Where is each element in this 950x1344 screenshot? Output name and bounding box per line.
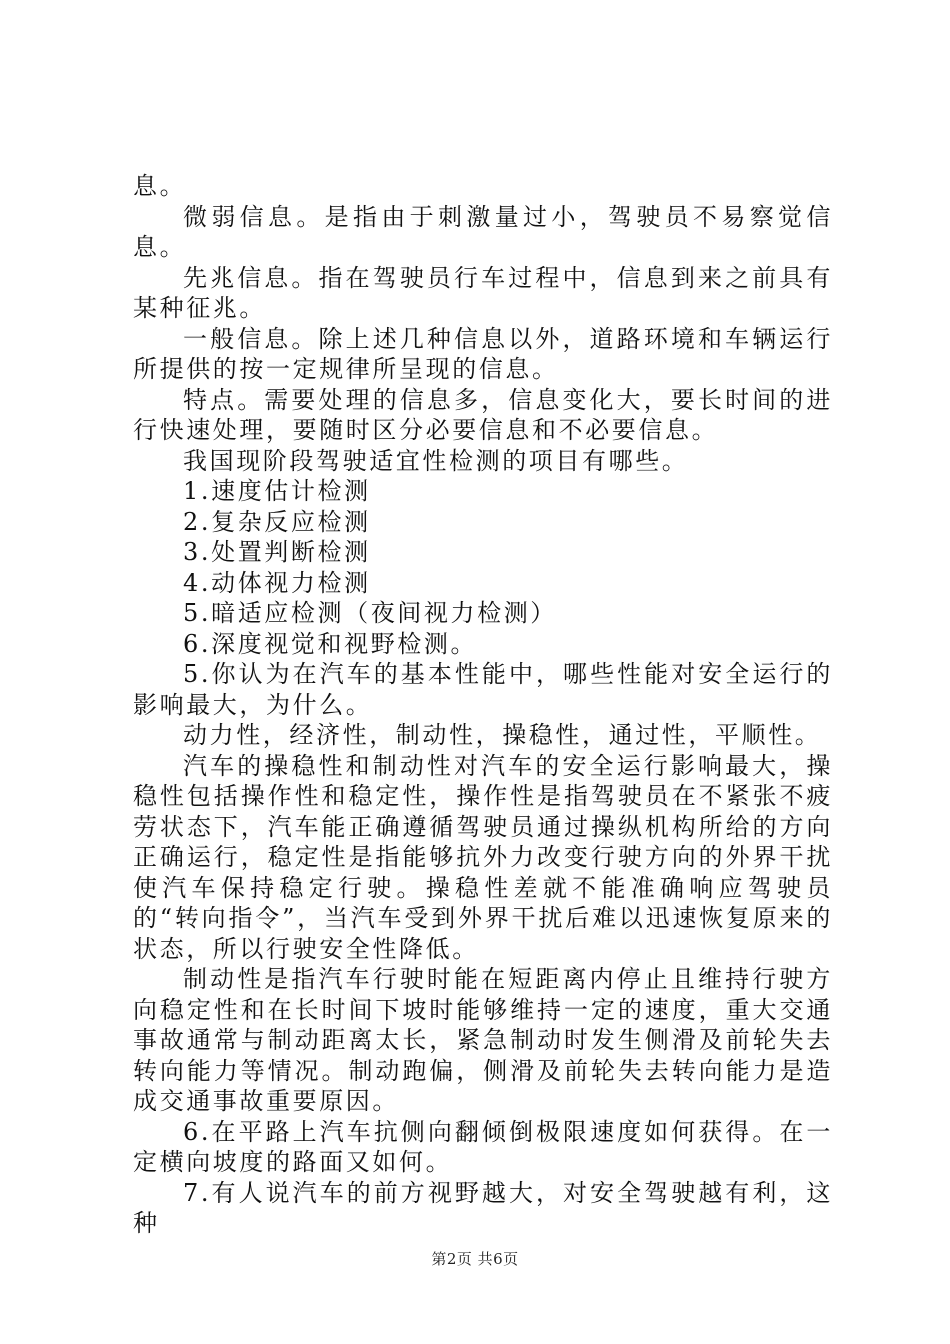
paragraph: 我国现阶段驾驶适宜性检测的项目有哪些。 [183,446,689,475]
paragraph: 6.深度视觉和视野检测。 [183,629,478,658]
paragraph: 5.你认为在汽车的基本性能中，哪些性能对安全运行的影响最大，为什么。 [133,660,833,719]
paragraph: 一般信息。除上述几种信息以外，道路环境和车辆运行所提供的按一定规律所呈现的信息。 [133,324,833,383]
paragraph: 6.在平路上汽车抗侧向翻倾倒极限速度如何获得。在一定横向坡度的路面又如何。 [133,1117,833,1176]
paragraph: 动力性，经济性，制动性，操稳性，通过性，平顺性。 [183,721,822,749]
paragraph: 微弱信息。是指由于刺激量过小，驾驶员不易察觉信息。 [133,202,833,261]
paragraph: 特点。需要处理的信息多，信息变化大，要长时间的进行快速处理，要随时区分必要信息和不必要信息。 [133,385,833,444]
paragraph: 5.暗适应检测（夜间视力检测） [183,599,557,627]
paragraph: 3.处置判断检测 [183,538,371,566]
paragraph: 1.速度估计检测 [183,477,371,505]
paragraph: 汽车的操稳性和制动性对汽车的安全运行影响最大，操稳性包括操作性和稳定性，操作性是指驾驶员在不紧张不疲劳状态下，汽车能正确遵循驾驶员通过操纵机构所给的方向正确运行，稳定性是指能够抗外力改变行驶方向的外界干扰使汽车保持稳定行驶。操稳性差就不能准确响应驾驶员的“转向指令”，当汽车受到外界干扰后难以迅速恢复原来的状态，所以行驶安全性降低。 [133,751,833,963]
paragraph: 7.有人说汽车的前方视野越大，对安全驾驶越有利，这种 [133,1178,833,1237]
paragraph: 先兆信息。指在驾驶员行车过程中，信息到来之前具有某种征兆。 [133,263,833,322]
paragraph: 2.复杂反应检测 [183,507,371,536]
document-body [133,171,833,1239]
page-footer: 第2页 共6页 [431,1250,519,1268]
paragraph: 4.动体视力检测 [183,568,371,597]
paragraph: 息。 [133,172,187,200]
paragraph: 制动性是指汽车行驶时能在短距离内停止且维持行驶方向稳定性和在长时间下坡时能够维持一定的速度，重大交通事故通常与制动距离太长，紧急制动时发生侧滑及前轮失去转向能力等情况。制动跑偏，侧滑及前轮失去转向能力是造成交通事故重要原因。 [133,965,833,1115]
